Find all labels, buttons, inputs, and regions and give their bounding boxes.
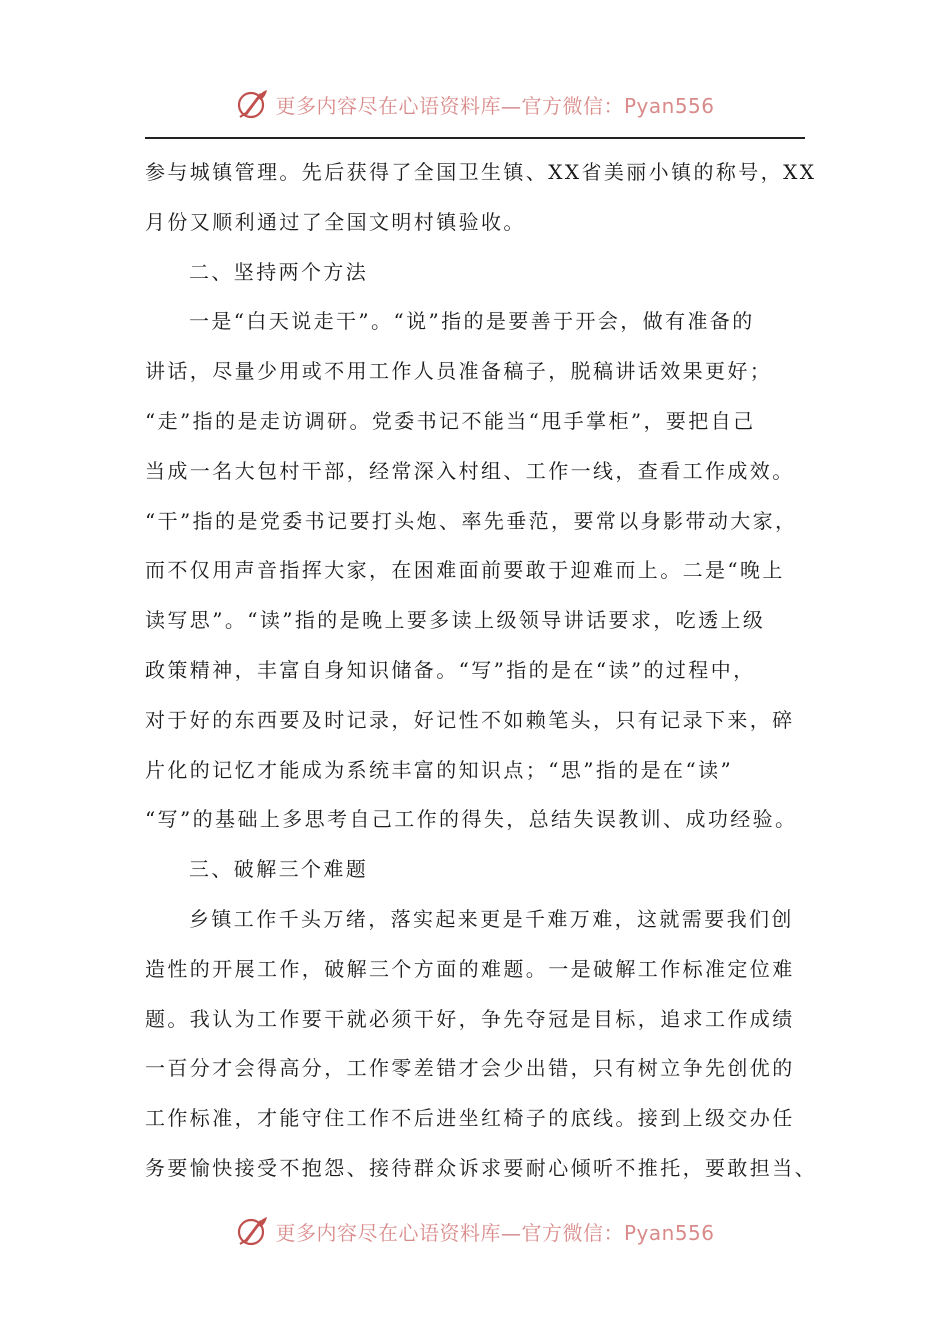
- quill-logo-icon: [235, 1214, 269, 1248]
- footer-banner-content: [235, 1214, 714, 1248]
- text-line: 参与城镇管理。先后获得了全国卫生镇、XX省美丽小镇的称号，XX: [145, 160, 817, 184]
- text-line: 读写思”。“读”指的是晚上要多读上级领导讲话要求，吃透上级: [145, 608, 766, 633]
- text-line: 题。我认为工作要干就必须干好，争先夺冠是目标，追求工作成绩: [145, 1006, 795, 1031]
- header-banner-text: 更多内容尽在心语资料库—官方微信：Pyan556: [275, 93, 715, 118]
- quill-logo-icon: [235, 87, 269, 121]
- text-line: 工作标准，才能守住工作不后进坐红椅子的底线。接到上级交办任: [145, 1106, 795, 1131]
- text-line: 当成一名大包村干部，经常深入村组、工作一线，查看工作成效。: [145, 458, 795, 483]
- section-heading: 二、坚持两个方法: [189, 259, 369, 284]
- text-line: 一是“白天说走干”。“说”指的是要善于开会，做有准备的: [189, 309, 755, 334]
- text-line: 造性的开展工作，破解三个方面的难题。一是破解工作标准定位难: [145, 956, 795, 981]
- header-divider: [145, 137, 805, 139]
- text-line: 讲话，尽量少用或不用工作人员准备稿子，脱稿讲话效果更好；: [145, 359, 773, 384]
- header-banner-content: [235, 87, 714, 121]
- text-line: 务要愉快接受不抱怨、接待群众诉求要耐心倾听不推托，要敢担当、: [145, 1155, 817, 1180]
- text-line: 乡镇工作千头万绪，落实起来更是千难万难，这就需要我们创: [189, 906, 794, 931]
- text-line: 月份又顺利通过了全国文明村镇验收。: [145, 209, 526, 234]
- text-line: 政策精神，丰富自身知识储备。“写”指的是在“读”的过程中，: [145, 657, 756, 682]
- header-banner: [0, 84, 950, 124]
- footer-banner: [0, 1211, 950, 1251]
- text-line: “干”指的是党委书记要打头炮、率先垂范，要常以身影带动大家，: [145, 508, 798, 533]
- text-line: 而不仅用声音指挥大家，在困难面前要敢于迎难而上。二是“晚上: [145, 558, 785, 583]
- text-line: 片化的记忆才能成为系统丰富的知识点；“思”指的是在“读”: [145, 757, 734, 782]
- text-line: “走”指的是走访调研。党委书记不能当“甩手掌柜”，要把自己: [145, 408, 756, 433]
- text-line: 一百分才会得高分，工作零差错才会少出错，只有树立争先创优的: [145, 1056, 795, 1081]
- section-heading: 三、破解三个难题: [189, 857, 369, 882]
- footer-banner-text: 更多内容尽在心语资料库—官方微信：Pyan556: [275, 1220, 715, 1245]
- text-line: “写”的基础上多思考自己工作的得失，总结失误教训、成功经验。: [145, 807, 798, 832]
- document-body: [145, 148, 815, 1194]
- text-line: 对于好的东西要及时记录，好记性不如赖笔头，只有记录下来，碎: [145, 707, 795, 732]
